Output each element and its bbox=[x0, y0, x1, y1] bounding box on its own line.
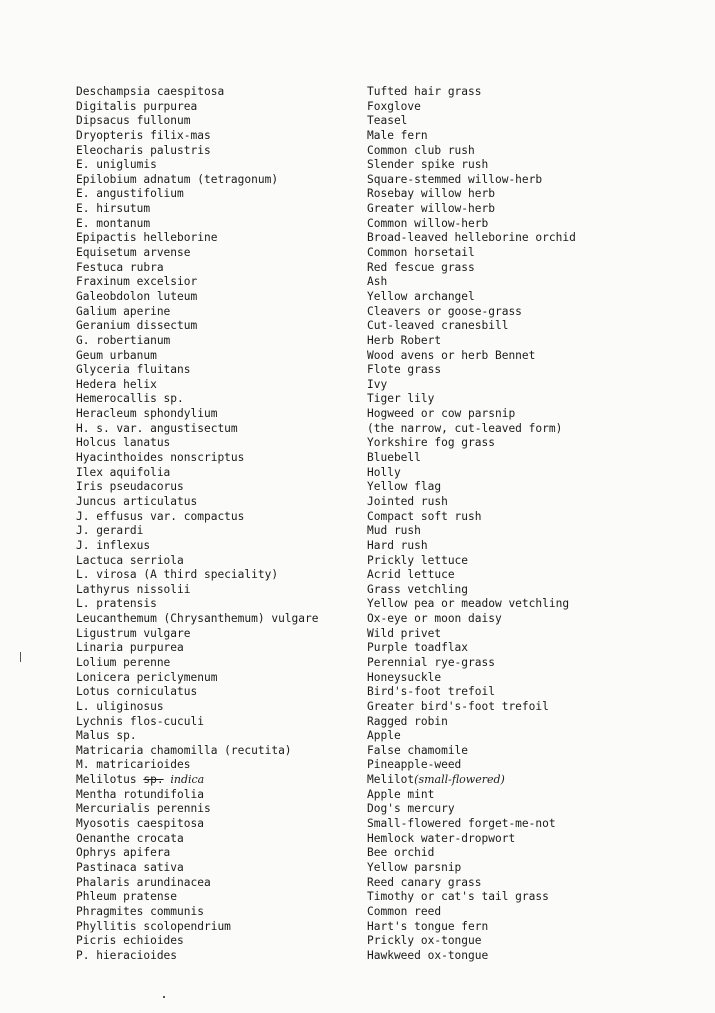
latin-name-text: Dryopteris filix-mas bbox=[76, 128, 211, 142]
common-name bbox=[367, 861, 576, 876]
common-name-text: Purple toadflax bbox=[367, 641, 469, 655]
latin-name bbox=[76, 729, 318, 744]
common-name bbox=[367, 773, 576, 788]
common-name bbox=[367, 568, 576, 583]
latin-name bbox=[76, 407, 318, 422]
latin-name-text: Lonicera periclymenum bbox=[76, 670, 218, 684]
common-name bbox=[367, 217, 576, 232]
latin-name bbox=[76, 861, 318, 876]
common-name-text: Ivy bbox=[367, 377, 388, 391]
common-name bbox=[367, 85, 576, 100]
latin-name bbox=[76, 290, 318, 305]
latin-names-column bbox=[76, 85, 318, 963]
latin-name-text: Matricaria chamomilla (recutita) bbox=[76, 743, 292, 757]
common-name bbox=[367, 671, 576, 686]
latin-name bbox=[76, 583, 318, 598]
latin-name bbox=[76, 832, 318, 847]
common-name-text: Melilot bbox=[367, 773, 415, 787]
common-name bbox=[367, 436, 576, 451]
latin-name-text: Lactuca serriola bbox=[76, 553, 184, 567]
latin-name bbox=[76, 788, 318, 803]
latin-name-text: Deschampsia caespitosa bbox=[76, 85, 225, 98]
latin-name-text: Galeobdolon luteum bbox=[76, 289, 198, 303]
common-name-text: Hogweed or cow parsnip bbox=[367, 407, 516, 421]
common-name bbox=[367, 656, 576, 671]
common-name bbox=[367, 934, 576, 949]
latin-name-text: Lathyrus nissolii bbox=[76, 582, 191, 596]
latin-name-text: L. uliginosus bbox=[76, 699, 164, 713]
latin-name-text: Eleocharis palustris bbox=[76, 143, 211, 157]
latin-name bbox=[76, 144, 318, 159]
common-name-text: Herb Robert bbox=[367, 333, 442, 347]
latin-name-text: L. pratensis bbox=[76, 597, 157, 611]
common-name-text: Greater bird's-foot trefoil bbox=[367, 699, 549, 713]
common-name-text: Common willow-herb bbox=[367, 216, 489, 230]
common-name bbox=[367, 349, 576, 364]
common-name bbox=[367, 422, 576, 437]
common-name bbox=[367, 451, 576, 466]
common-name bbox=[367, 378, 576, 393]
common-name-text: Pineapple-weed bbox=[367, 758, 462, 772]
latin-name-text: Mercurialis perennis bbox=[76, 802, 211, 816]
latin-name bbox=[76, 114, 318, 129]
common-name bbox=[367, 319, 576, 334]
common-name bbox=[367, 641, 576, 656]
common-name bbox=[367, 788, 576, 803]
latin-name-text: Phalaris arundinacea bbox=[76, 875, 211, 889]
latin-name bbox=[76, 480, 318, 495]
latin-name bbox=[76, 612, 318, 627]
latin-name-text: Malus sp. bbox=[76, 729, 137, 743]
common-name-text: Jointed rush bbox=[367, 494, 448, 508]
common-name bbox=[367, 495, 576, 510]
common-name bbox=[367, 729, 576, 744]
latin-name-text: Galium aperine bbox=[76, 304, 171, 318]
common-name bbox=[367, 905, 576, 920]
common-name bbox=[367, 407, 576, 422]
common-name-text: Yellow pea or meadow vetchling bbox=[367, 597, 570, 611]
latin-name-text: Fraxinum excelsior bbox=[76, 275, 198, 289]
common-name bbox=[367, 744, 576, 759]
common-name-text: Hemlock water-dropwort bbox=[367, 831, 516, 845]
latin-name-text: Hedera helix bbox=[76, 377, 157, 391]
common-name-text: Ragged robin bbox=[367, 714, 448, 728]
latin-name bbox=[76, 597, 318, 612]
common-name-text: Common club rush bbox=[367, 143, 475, 157]
latin-name bbox=[76, 905, 318, 920]
common-name bbox=[367, 627, 576, 642]
latin-name-text: Epilobium adnatum (tetragonum) bbox=[76, 172, 279, 186]
common-name-text: Teasel bbox=[367, 114, 408, 128]
latin-name bbox=[76, 436, 318, 451]
common-name-text: Yorkshire fog grass bbox=[367, 436, 495, 450]
latin-name-text: Lolium perenne bbox=[76, 655, 171, 669]
common-name-text: Red fescue grass bbox=[367, 260, 475, 274]
latin-name bbox=[76, 261, 318, 276]
latin-name bbox=[76, 466, 318, 481]
latin-name-text: Glyceria fluitans bbox=[76, 363, 191, 377]
common-name-text: Bluebell bbox=[367, 451, 421, 465]
latin-name bbox=[76, 187, 318, 202]
common-name-text: Tiger lily bbox=[367, 392, 435, 406]
latin-name bbox=[76, 217, 318, 232]
common-name-text: Flote grass bbox=[367, 363, 442, 377]
common-name bbox=[367, 700, 576, 715]
latin-name bbox=[76, 510, 318, 525]
latin-name bbox=[76, 949, 318, 964]
latin-name-text: Digitalis purpurea bbox=[76, 99, 198, 113]
common-name-text: Reed canary grass bbox=[367, 875, 482, 889]
latin-name-text: Phleum pratense bbox=[76, 890, 178, 904]
margin-mark bbox=[20, 652, 21, 662]
common-name bbox=[367, 758, 576, 773]
common-name-text: Timothy or cat's tail grass bbox=[367, 890, 549, 904]
latin-name-text: Pastinaca sativa bbox=[76, 860, 184, 874]
latin-name-text: Leucanthemum (Chrysanthemum) vulgare bbox=[76, 612, 319, 626]
latin-name-text: Linaria purpurea bbox=[76, 641, 184, 655]
latin-name bbox=[76, 319, 318, 334]
common-name bbox=[367, 510, 576, 525]
latin-name-text: Equisetum arvense bbox=[76, 246, 191, 260]
common-name-text: Hard rush bbox=[367, 538, 428, 552]
common-name bbox=[367, 612, 576, 627]
latin-name-text: Epipactis helleborine bbox=[76, 231, 218, 245]
latin-name-text: Oenanthe crocata bbox=[76, 831, 184, 845]
common-name-text: Cut-leaved cranesbill bbox=[367, 319, 509, 333]
common-name bbox=[367, 158, 576, 173]
common-name bbox=[367, 231, 576, 246]
common-name-text: Slender spike rush bbox=[367, 158, 489, 172]
latin-name-text: Myosotis caespitosa bbox=[76, 817, 204, 831]
common-name-text: Mud rush bbox=[367, 524, 421, 538]
common-name-text: Yellow parsnip bbox=[367, 860, 462, 874]
latin-name-text: Lychnis flos-cuculi bbox=[76, 714, 204, 728]
latin-name bbox=[76, 627, 318, 642]
common-name-text: False chamomile bbox=[367, 743, 469, 757]
latin-name bbox=[76, 539, 318, 554]
latin-name-text: Melilotus bbox=[76, 773, 137, 787]
common-name-text: Wood avens or herb Bennet bbox=[367, 348, 536, 362]
latin-name-text: E. angustifolium bbox=[76, 187, 184, 201]
latin-name bbox=[76, 451, 318, 466]
common-name-text: Common reed bbox=[367, 904, 442, 918]
common-name bbox=[367, 305, 576, 320]
latin-name bbox=[76, 656, 318, 671]
latin-name bbox=[76, 568, 318, 583]
common-name-text: Common horsetail bbox=[367, 246, 475, 260]
common-name bbox=[367, 275, 576, 290]
latin-name bbox=[76, 876, 318, 891]
latin-name bbox=[76, 363, 318, 378]
latin-name bbox=[76, 846, 318, 861]
common-name-text: Bee orchid bbox=[367, 846, 435, 860]
latin-name bbox=[76, 773, 318, 788]
common-name bbox=[367, 392, 576, 407]
latin-name-text: G. robertianum bbox=[76, 333, 171, 347]
common-name bbox=[367, 334, 576, 349]
latin-name-text: Festuca rubra bbox=[76, 260, 164, 274]
common-name-text: Male fern bbox=[367, 128, 428, 142]
common-name-text: Rosebay willow herb bbox=[367, 187, 495, 201]
common-name bbox=[367, 290, 576, 305]
latin-name-text: Mentha rotundifolia bbox=[76, 787, 204, 801]
latin-name-text: Lotus corniculatus bbox=[76, 685, 198, 699]
latin-name-text: J. gerardi bbox=[76, 524, 144, 538]
latin-name bbox=[76, 802, 318, 817]
latin-name bbox=[76, 129, 318, 144]
common-name-text: Acrid lettuce bbox=[367, 568, 455, 582]
common-name-text: Bird's-foot trefoil bbox=[367, 685, 495, 699]
latin-name-text: Geum urbanum bbox=[76, 348, 157, 362]
common-name bbox=[367, 100, 576, 115]
common-name-text: (the narrow, cut-leaved form) bbox=[367, 421, 563, 435]
common-name bbox=[367, 144, 576, 159]
latin-name-text: H. s. var. angustisectum bbox=[76, 421, 238, 435]
latin-name-text: Ilex aquifolia bbox=[76, 465, 171, 479]
latin-name-text: Iris pseudacorus bbox=[76, 480, 184, 494]
latin-name bbox=[76, 817, 318, 832]
common-name-text: Prickly ox-tongue bbox=[367, 934, 482, 948]
common-name bbox=[367, 832, 576, 847]
common-name bbox=[367, 129, 576, 144]
latin-name bbox=[76, 202, 318, 217]
common-name-text: Square-stemmed willow-herb bbox=[367, 172, 543, 186]
common-name-text: Apple mint bbox=[367, 787, 435, 801]
common-name-text: Prickly lettuce bbox=[367, 553, 469, 567]
common-name bbox=[367, 876, 576, 891]
common-name bbox=[367, 554, 576, 569]
latin-name bbox=[76, 920, 318, 935]
common-name bbox=[367, 187, 576, 202]
latin-name bbox=[76, 100, 318, 115]
common-name-text: Wild privet bbox=[367, 626, 442, 640]
common-name bbox=[367, 597, 576, 612]
latin-name bbox=[76, 890, 318, 905]
common-name-text: Broad-leaved helleborine orchid bbox=[367, 231, 576, 245]
common-name bbox=[367, 466, 576, 481]
common-name-text: Small-flowered forget-me-not bbox=[367, 817, 556, 831]
latin-name-text: P. hieracioides bbox=[76, 948, 178, 962]
latin-name bbox=[76, 231, 318, 246]
latin-name bbox=[76, 758, 318, 773]
latin-name bbox=[76, 422, 318, 437]
latin-name-text: L. virosa (A third speciality) bbox=[76, 568, 279, 582]
latin-name bbox=[76, 173, 318, 188]
common-name bbox=[367, 890, 576, 905]
common-names-column bbox=[367, 85, 576, 963]
latin-name bbox=[76, 495, 318, 510]
latin-name bbox=[76, 934, 318, 949]
latin-name-text: Picris echioides bbox=[76, 934, 184, 948]
latin-name bbox=[76, 685, 318, 700]
latin-name-text: M. matricarioides bbox=[76, 758, 191, 772]
latin-name-text: E. montanum bbox=[76, 216, 151, 230]
latin-name-text: Hemerocallis sp. bbox=[76, 392, 184, 406]
speck-mark bbox=[163, 996, 165, 998]
latin-name-text: Heracleum sphondylium bbox=[76, 407, 218, 421]
latin-name bbox=[76, 349, 318, 364]
latin-name-text: J. effusus var. compactus bbox=[76, 509, 245, 523]
common-name-text: Greater willow-herb bbox=[367, 202, 495, 216]
common-name-text: Ash bbox=[367, 275, 388, 289]
common-name bbox=[367, 480, 576, 495]
common-name bbox=[367, 920, 576, 935]
common-name bbox=[367, 583, 576, 598]
latin-name bbox=[76, 524, 318, 539]
latin-name bbox=[76, 641, 318, 656]
latin-name bbox=[76, 305, 318, 320]
common-name-text: Compact soft rush bbox=[367, 509, 482, 523]
latin-name bbox=[76, 85, 318, 100]
common-name bbox=[367, 363, 576, 378]
common-name bbox=[367, 173, 576, 188]
latin-name-text: Dipsacus fullonum bbox=[76, 114, 191, 128]
struck-text: sp. bbox=[143, 773, 164, 787]
latin-name bbox=[76, 392, 318, 407]
latin-name bbox=[76, 275, 318, 290]
latin-name-text: Geranium dissectum bbox=[76, 319, 198, 333]
common-name bbox=[367, 715, 576, 730]
common-name bbox=[367, 846, 576, 861]
latin-name-text: Phyllitis scolopendrium bbox=[76, 919, 231, 933]
common-name-text: Hawkweed ox-tongue bbox=[367, 948, 489, 962]
latin-name-text: Juncus articulatus bbox=[76, 494, 198, 508]
common-name-text: Yellow flag bbox=[367, 480, 442, 494]
common-name bbox=[367, 539, 576, 554]
latin-name-text: Ophrys apifera bbox=[76, 846, 171, 860]
latin-name bbox=[76, 744, 318, 759]
handwritten-annotation: indica bbox=[170, 773, 205, 787]
latin-name-text: Hyacinthoides nonscriptus bbox=[76, 451, 245, 465]
latin-name-text: J. inflexus bbox=[76, 538, 151, 552]
common-name-text: Apple bbox=[367, 729, 401, 743]
latin-name bbox=[76, 334, 318, 349]
common-name bbox=[367, 202, 576, 217]
common-name bbox=[367, 261, 576, 276]
common-name-text: Perennial rye-grass bbox=[367, 655, 495, 669]
common-name-text: Honeysuckle bbox=[367, 670, 442, 684]
common-name-text: Dog's mercury bbox=[367, 802, 455, 816]
common-name-text: Foxglove bbox=[367, 99, 421, 113]
latin-name-text: E. hirsutum bbox=[76, 202, 151, 216]
common-name-text: Cleavers or goose-grass bbox=[367, 304, 522, 318]
latin-name-text: Phragmites communis bbox=[76, 904, 204, 918]
handwritten-annotation: (small-flowered) bbox=[414, 773, 505, 787]
latin-name bbox=[76, 554, 318, 569]
latin-name-text: E. uniglumis bbox=[76, 158, 157, 172]
common-name bbox=[367, 524, 576, 539]
common-name bbox=[367, 246, 576, 261]
latin-name-text: Ligustrum vulgare bbox=[76, 626, 191, 640]
latin-name bbox=[76, 246, 318, 261]
common-name bbox=[367, 817, 576, 832]
common-name bbox=[367, 802, 576, 817]
common-name-text: Tufted hair grass bbox=[367, 85, 482, 98]
latin-name bbox=[76, 700, 318, 715]
latin-name-text: Holcus lanatus bbox=[76, 436, 171, 450]
common-name-text: Hart's tongue fern bbox=[367, 919, 489, 933]
common-name-text: Holly bbox=[367, 465, 401, 479]
latin-name bbox=[76, 715, 318, 730]
common-name-text: Grass vetchling bbox=[367, 582, 469, 596]
latin-name bbox=[76, 158, 318, 173]
latin-name bbox=[76, 671, 318, 686]
common-name bbox=[367, 685, 576, 700]
common-name-text: Yellow archangel bbox=[367, 289, 475, 303]
latin-name bbox=[76, 378, 318, 393]
common-name bbox=[367, 949, 576, 964]
common-name-text: Ox-eye or moon daisy bbox=[367, 612, 502, 626]
common-name bbox=[367, 114, 576, 129]
